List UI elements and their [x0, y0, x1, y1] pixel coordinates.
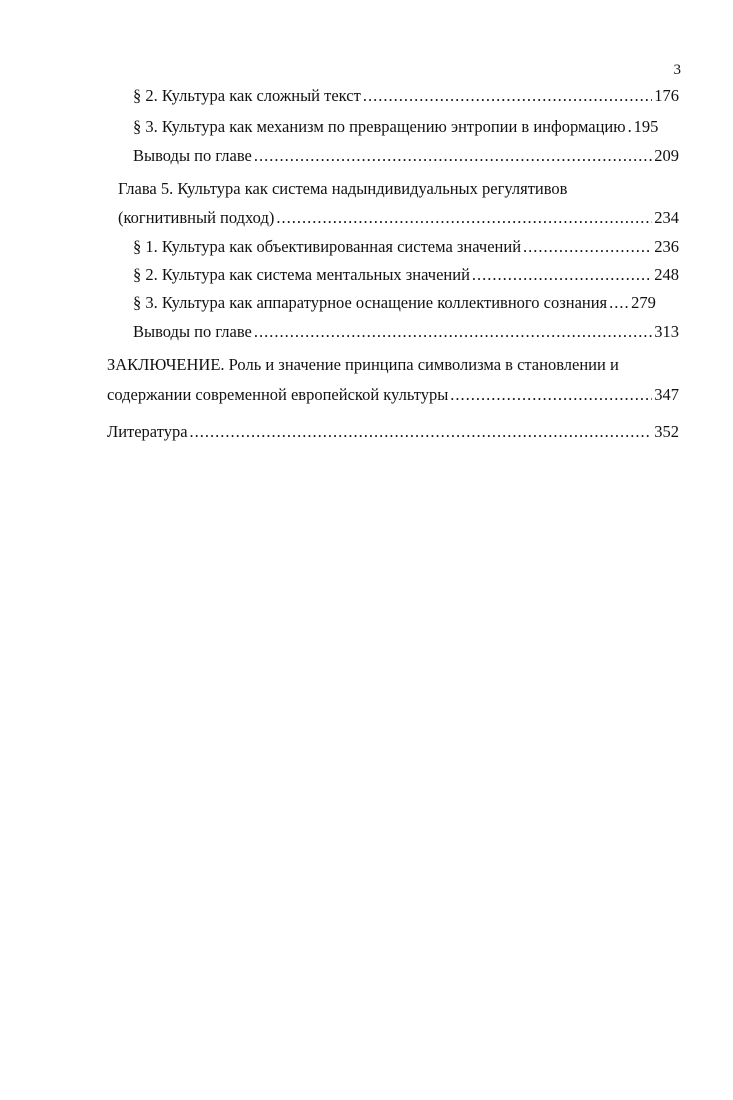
toc-chapter-title: Глава 5. Культура как система надындивидуальных регулятивов [118, 179, 568, 198]
toc-entry-title: (когнитивный подход) [118, 208, 275, 227]
toc-entry-page: 176 [654, 86, 679, 105]
toc-entry-page: 279 [631, 293, 656, 312]
toc-entry [133, 322, 679, 342]
dot-leader [628, 117, 632, 137]
toc-entry-title: § 2. Культура как сложный текст [133, 86, 361, 105]
toc-entry-title: § 3. Культура как аппаратурное оснащение коллективного сознания [133, 293, 608, 312]
toc-entry-page: 236 [654, 237, 679, 256]
toc-entry [107, 385, 679, 405]
toc-conclusion-title: ЗАКЛЮЧЕНИЕ. Роль и значение принципа символизма в становлении и [107, 355, 619, 374]
toc-entry [118, 208, 679, 228]
toc-entry-page: 347 [654, 385, 679, 404]
toc-entry [133, 237, 679, 257]
toc-entry [133, 117, 679, 137]
toc-entry [133, 293, 679, 313]
dot-leader [190, 422, 653, 442]
dot-leader [523, 237, 652, 257]
toc-entry-page: 234 [654, 208, 679, 227]
toc-entry [133, 265, 679, 285]
toc-entry [107, 422, 679, 442]
toc-entry-title: Выводы по главе [133, 322, 252, 341]
dot-leader [363, 86, 652, 106]
toc-entry-title: § 1. Культура как объективированная система значений [133, 237, 522, 256]
toc-entry-page: 248 [654, 265, 679, 284]
toc-entry-page: 195 [633, 117, 659, 136]
dot-leader [254, 146, 652, 166]
toc-entry-page: 313 [654, 322, 679, 341]
toc-entry-title: Литература [107, 422, 188, 441]
toc-entry [133, 146, 679, 166]
toc-entry-page: 209 [654, 146, 679, 165]
toc-entry-title: Выводы по главе [133, 146, 252, 165]
page-number: 3 [673, 62, 681, 78]
dot-leader [276, 208, 652, 228]
dot-leader [254, 322, 652, 342]
dot-leader [450, 385, 652, 405]
toc-entry-page: 352 [654, 422, 679, 441]
toc-entry-title: содержании современной европейской культуры [107, 385, 449, 404]
dot-leader [472, 265, 652, 285]
toc-entry [133, 86, 679, 106]
dot-leader [609, 293, 629, 313]
toc-entry-title: § 2. Культура как система ментальных значений [133, 265, 470, 284]
toc-entry-title: § 3. Культура как механизм по превращению энтропии в информацию [133, 117, 626, 136]
